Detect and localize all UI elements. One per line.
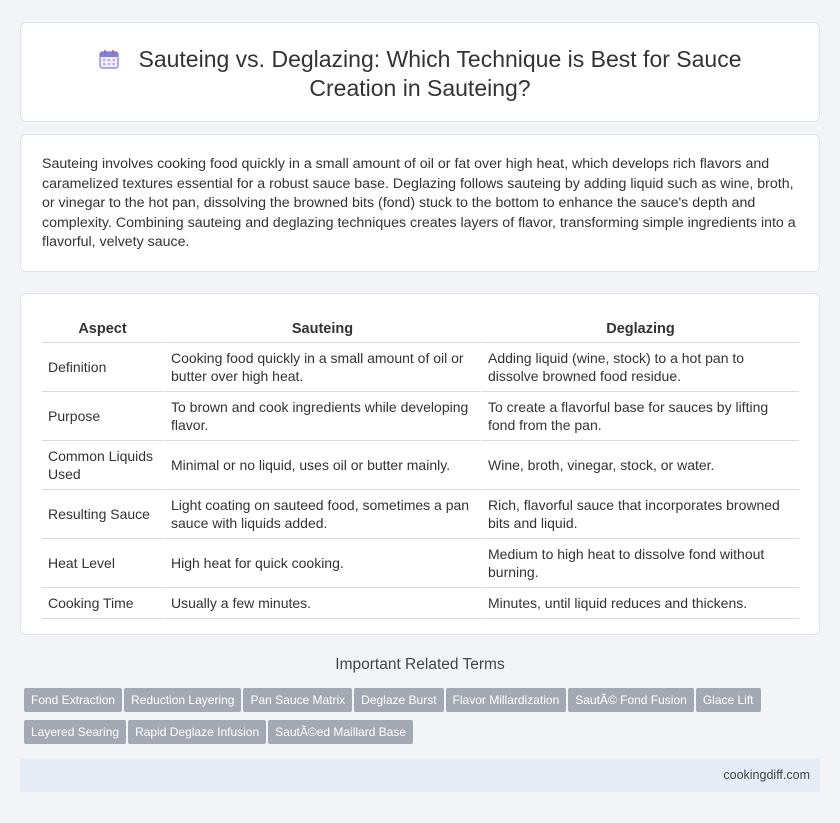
term-tag[interactable]: SautÃ© Fond Fusion xyxy=(568,688,694,712)
footer xyxy=(20,759,820,792)
term-tag[interactable]: Rapid Deglaze Infusion xyxy=(128,720,266,744)
table-row xyxy=(42,392,799,441)
page-title-wrap xyxy=(21,45,819,103)
intro-paragraph: Sauteing involves cooking food quickly in a small amount of oil or fat over high heat, which develops rich flavors and caramelized textures essential for a robust sauce base. Deglazing follows sauteing by adding liquid such as wine, broth, or vinegar to the hot pan, dissolving the browned bits (fond) stuck to the bottom to enhance the sauce's depth and complexity. Combining sauteing and deglazing techniques creates layers of flavor, transforming simple ingredients into a flavorful, velvety sauce. xyxy=(42,156,796,251)
row-aspect: Resulting Sauce xyxy=(42,490,163,539)
row-sauteing: High heat for quick cooking. xyxy=(163,539,480,588)
row-deglazing: To create a flavorful base for sauces by lifting fond from the pan. xyxy=(480,392,799,441)
row-sauteing: Light coating on sauteed food, sometimes a pan sauce with liquids added. xyxy=(163,490,480,539)
table-row xyxy=(42,441,799,490)
page-title-line1: Sauteing vs. Deglazing: Which Technique is Best for Sauce xyxy=(138,46,742,72)
row-sauteing: Cooking food quickly in a small amount of oil or butter over high heat. xyxy=(163,343,480,392)
column-header-deglazing: Deglazing xyxy=(480,312,799,343)
footer-site-link[interactable]: cookingdiff.com xyxy=(723,768,810,782)
term-tag[interactable]: Glace Lift xyxy=(696,688,761,712)
page-title-line2: Creation in Sauteing? xyxy=(309,75,531,101)
term-tag[interactable]: Deglaze Burst xyxy=(354,688,443,712)
term-tag[interactable]: SautÃ©ed Maillard Base xyxy=(268,720,413,744)
column-header-aspect: Aspect xyxy=(42,312,163,343)
term-tag[interactable]: Layered Searing xyxy=(24,720,126,744)
row-deglazing: Rich, flavorful sauce that incorporates browned bits and liquid. xyxy=(480,490,799,539)
related-terms-list xyxy=(24,688,824,752)
row-aspect: Purpose xyxy=(42,392,163,441)
term-tag[interactable]: Flavor Millardization xyxy=(446,688,567,712)
row-aspect: Common Liquids Used xyxy=(42,441,163,490)
row-deglazing: Adding liquid (wine, stock) to a hot pan to dissolve browned food residue. xyxy=(480,343,799,392)
related-terms-title: Important Related Terms xyxy=(335,656,505,673)
calendar-icon xyxy=(98,48,120,70)
table-row xyxy=(42,490,799,539)
title-card xyxy=(20,22,820,122)
comparison-card xyxy=(20,293,820,635)
row-sauteing: To brown and cook ingredients while developing flavor. xyxy=(163,392,480,441)
row-sauteing: Usually a few minutes. xyxy=(163,588,480,619)
table-row xyxy=(42,539,799,588)
table-row xyxy=(42,588,799,619)
row-aspect: Definition xyxy=(42,343,163,392)
term-tag[interactable]: Pan Sauce Matrix xyxy=(243,688,352,712)
row-deglazing: Wine, broth, vinegar, stock, or water. xyxy=(480,441,799,490)
term-tag[interactable]: Fond Extraction xyxy=(24,688,122,712)
row-aspect: Cooking Time xyxy=(42,588,163,619)
intro-card xyxy=(20,134,820,272)
row-sauteing: Minimal or no liquid, uses oil or butter mainly. xyxy=(163,441,480,490)
row-aspect: Heat Level xyxy=(42,539,163,588)
table-row xyxy=(42,343,799,392)
term-tag[interactable]: Reduction Layering xyxy=(124,688,241,712)
row-deglazing: Medium to high heat to dissolve fond without burning. xyxy=(480,539,799,588)
column-header-sauteing: Sauteing xyxy=(163,312,480,343)
comparison-table xyxy=(42,312,799,619)
row-deglazing: Minutes, until liquid reduces and thickens. xyxy=(480,588,799,619)
